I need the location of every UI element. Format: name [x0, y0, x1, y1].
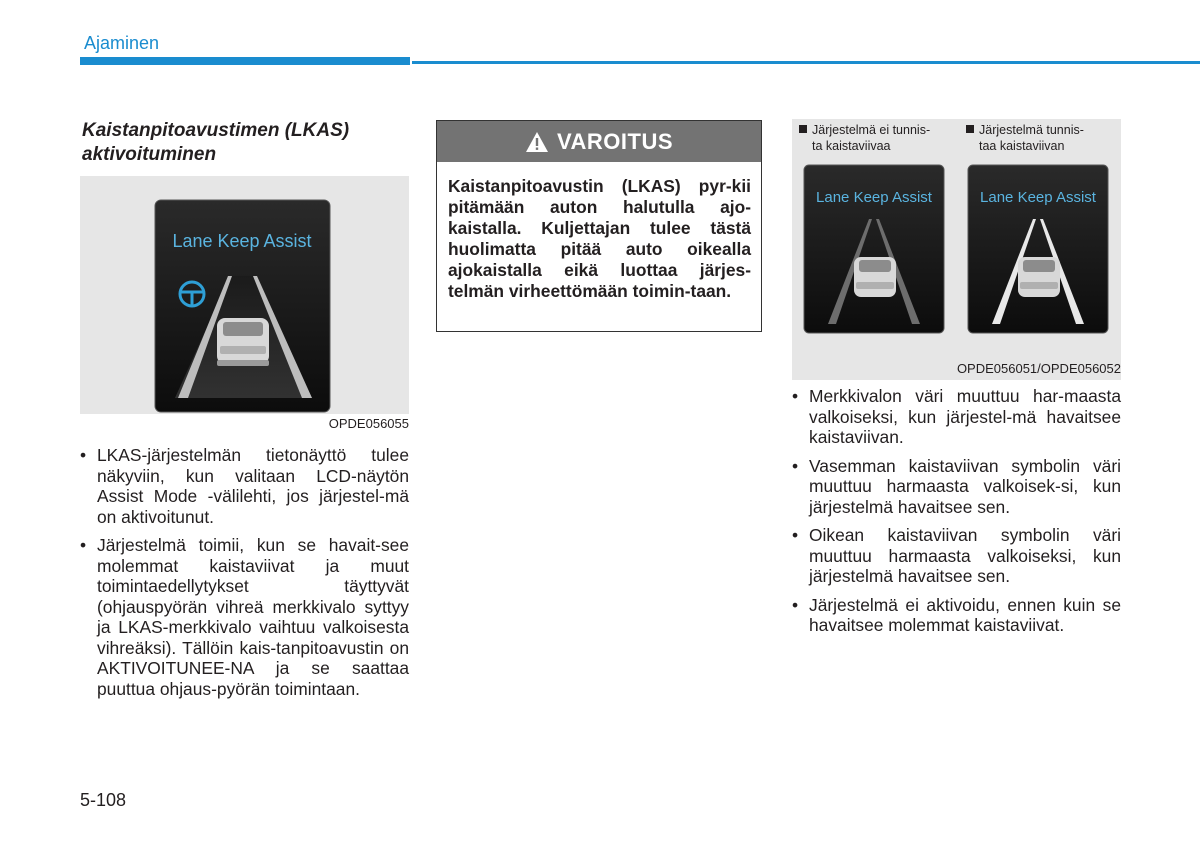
panel-caption-a-line2: ta kaistaviivaa [812, 139, 891, 153]
list-item: • Oikean kaistaviivan symbolin väri muuttuu harmaasta valkoiseksi, kun järjestelmä havaitsee sen. [792, 525, 1121, 587]
lane-detection-illustration [792, 119, 1121, 359]
warning-triangle-icon [525, 131, 549, 153]
header-rule-thin [412, 61, 1200, 64]
heading-line-1: Kaistanpitoavustimen (LKAS) [82, 120, 350, 141]
list-item: • Vasemman kaistaviivan symbolin väri muuttuu harmaasta valkoisek-si, kun järjestelmä havaitsee sen. [792, 456, 1121, 518]
screen-title-text: Lane Keep Assist [172, 231, 312, 251]
header-rule-thick [80, 57, 410, 65]
lkas-figure-active [80, 176, 409, 414]
page-number: 5-108 [80, 790, 127, 810]
car-icon [854, 257, 896, 297]
car-icon [1018, 257, 1060, 297]
lkas-display-illustration [80, 176, 409, 414]
figure-code-left: OPDE056055 [328, 416, 409, 431]
figure-code-right: OPDE056051/OPDE056052 [956, 361, 1121, 376]
panel-caption-b-line2: taa kaistaviivan [979, 139, 1065, 153]
warning-box [436, 120, 762, 332]
panel-caption-a-line1: Järjestelmä ei tunnis- [812, 123, 931, 137]
bullet-list-left [80, 445, 409, 707]
list-item: • Merkkivalon väri muuttuu har-maasta valkoiseksi, kun järjestel-mä havaitsee kaistaviivan. [792, 386, 1121, 448]
display-panel-a [804, 165, 944, 333]
panel-caption-b-line1: Järjestelmä tunnis- [979, 123, 1084, 137]
screen-title-text: Lane Keep Assist [980, 189, 1096, 206]
warning-header [437, 121, 761, 162]
list-item: • Järjestelmä ei aktivoidu, ennen kuin se havaitsee molemmat kaistaviivat. [792, 595, 1121, 636]
screen-title-text: Lane Keep Assist [816, 189, 932, 206]
subsection-heading [82, 119, 412, 167]
heading-line-2: aktivoituminen [82, 144, 217, 165]
list-item: • LKAS-järjestelmän tietonäyttö tulee näkyviin, kun valitaan LCD-näytön Assist Mode -välilehti, jos järjestel-mä on aktivoitunut. [80, 445, 409, 527]
warning-title: VAROITUS [556, 128, 674, 154]
car-icon [217, 318, 269, 366]
warning-text: Kaistanpitoavustin (LKAS) pyr-kii pitämään auton halutulla ajo-kaistalla. Kuljettajan tulee tästä huolimatta pitää auto oikealla ajokaistalla eikä luottaa järjes-telmän virheettömään toimin-taan. [448, 176, 751, 301]
display-panel-b [968, 165, 1108, 333]
list-item: • Järjestelmä toimii, kun se havait-see molemmat kaistaviivat ja muut toimintaedellytykset täyttyvät (ohjauspyörän vihreä merkkivalo syttyy ja LKAS-merkkivalo vaihtuu valkoisesta vihreäksi). Tällöin kais-tanpitoavustin on AKTIVOITUNEE-NA ja se saattaa puuttua ohjaus-pyörän toimintaan. [80, 535, 409, 699]
bullet-list-right [792, 386, 1121, 644]
section-title: Ajaminen [84, 33, 160, 53]
lkas-figure-lane-detection [792, 119, 1121, 380]
